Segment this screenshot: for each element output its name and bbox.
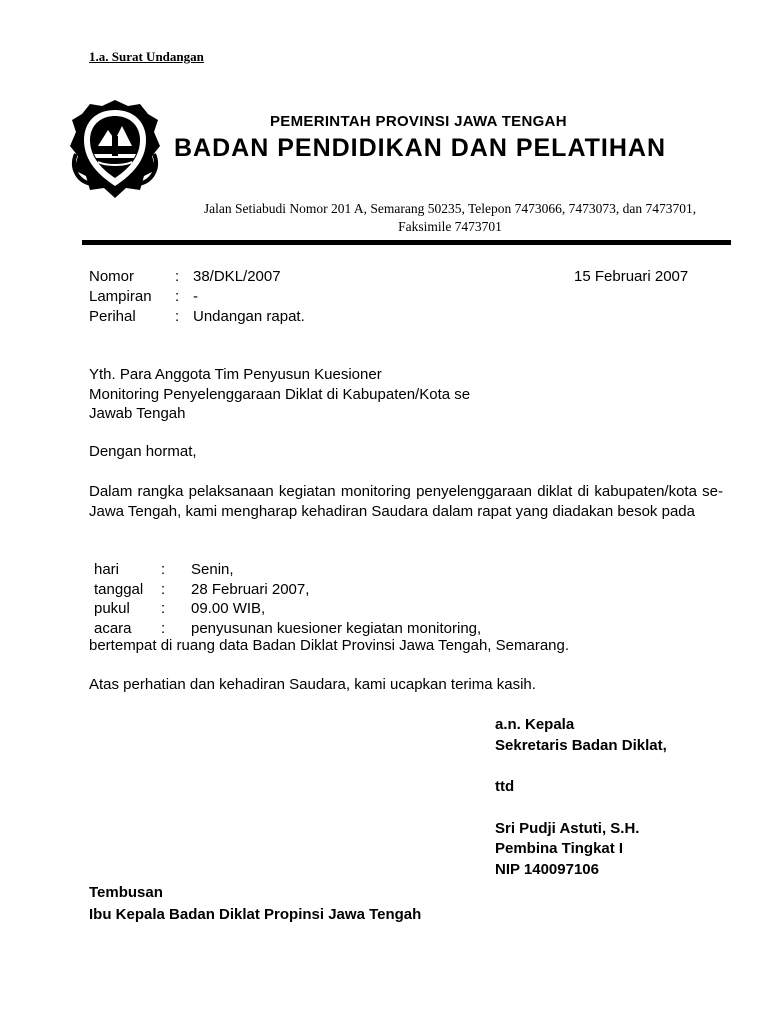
closing-line: Atas perhatian dan kehadiran Saudara, kami ucapkan terima kasih.	[89, 676, 536, 693]
agency-name: BADAN PENDIDIKAN DAN PELATIHAN	[174, 134, 667, 162]
detail-row-date	[94, 580, 481, 600]
detail-value: Senin,	[191, 561, 234, 578]
detail-value: 28 Februari 2007,	[191, 580, 310, 598]
detail-label: tanggal	[94, 580, 144, 598]
carbon-copy-block	[89, 882, 421, 926]
meta-label: Lampiran	[89, 288, 152, 305]
meta-sep: :	[175, 268, 180, 285]
addressee-line: Jawab Tengah	[89, 405, 186, 422]
meta-row-subject	[89, 307, 305, 327]
document-label: 1.a. Surat Undangan	[89, 49, 204, 64]
detail-row-time	[94, 599, 481, 619]
meta-row-number	[89, 267, 305, 287]
venue-line: bertempat di ruang data Badan Diklat Provinsi Jawa Tengah, Semarang.	[89, 637, 570, 654]
signatory-nip: NIP 140097106	[495, 860, 599, 878]
letter-meta	[89, 267, 305, 327]
meta-label: Perihal	[89, 308, 136, 325]
signature-position: Sekretaris Badan Diklat,	[495, 736, 667, 754]
greeting: Dengan hormat,	[89, 443, 197, 460]
meta-label: Nomor	[89, 268, 135, 285]
detail-row-day	[94, 560, 481, 580]
meeting-details	[94, 560, 481, 638]
signature-mark: ttd	[495, 778, 515, 795]
signatory-name: Sri Pudji Astuti, S.H.	[495, 819, 640, 837]
detail-sep: :	[161, 561, 166, 578]
signatory-rank: Pembina Tingkat I	[495, 840, 624, 857]
addressee-line: Monitoring Penyelenggaraan Diklat di Kabupaten/Kota se	[89, 385, 471, 403]
agency-address: Jalan Setiabudi Nomor 201 A, Semarang 50235, Telepon 7473066, 7473073, dan 7473701, Faksimile 7473701	[203, 201, 697, 234]
detail-sep: :	[161, 619, 166, 637]
detail-row-agenda	[94, 619, 481, 639]
detail-sep: :	[161, 580, 166, 598]
cc-recipient: Ibu Kepala Badan Diklat Propinsi Jawa Tengah	[89, 906, 422, 923]
provincial-emblem-icon	[68, 96, 162, 202]
meta-sep: :	[175, 308, 180, 325]
detail-label: pukul	[94, 600, 130, 617]
meta-value: Undangan rapat.	[193, 308, 305, 325]
addressee-block	[89, 365, 470, 424]
detail-sep: :	[161, 600, 166, 617]
letterhead-divider	[82, 240, 731, 245]
body-paragraph: Dalam rangka pelaksanaan kegiatan monitoring penyelenggaraan diklat di kabupaten/kota se-Jawa Tengah, kami mengharap kehadiran Saudara dalam rapat yang diadakan besok pada	[89, 483, 723, 520]
meta-row-attachment	[89, 287, 305, 307]
signature-on-behalf: a.n. Kepala	[495, 716, 575, 733]
detail-value: 09.00 WIB,	[191, 600, 266, 617]
meta-sep: :	[175, 288, 180, 305]
meta-value: 38/DKL/2007	[193, 268, 281, 285]
letter-date: 15 Februari 2007	[574, 268, 689, 285]
cc-title: Tembusan	[89, 884, 163, 901]
detail-value: penyusunan kuesioner kegiatan monitoring,	[191, 619, 482, 637]
detail-label: hari	[94, 561, 120, 578]
meta-value: -	[193, 288, 198, 305]
government-name: PEMERINTAH PROVINSI JAWA TENGAH	[270, 113, 567, 130]
detail-label: acara	[94, 619, 132, 637]
addressee-line: Yth. Para Anggota Tim Penyusun Kuesioner	[89, 366, 382, 383]
signature-block	[495, 715, 667, 880]
